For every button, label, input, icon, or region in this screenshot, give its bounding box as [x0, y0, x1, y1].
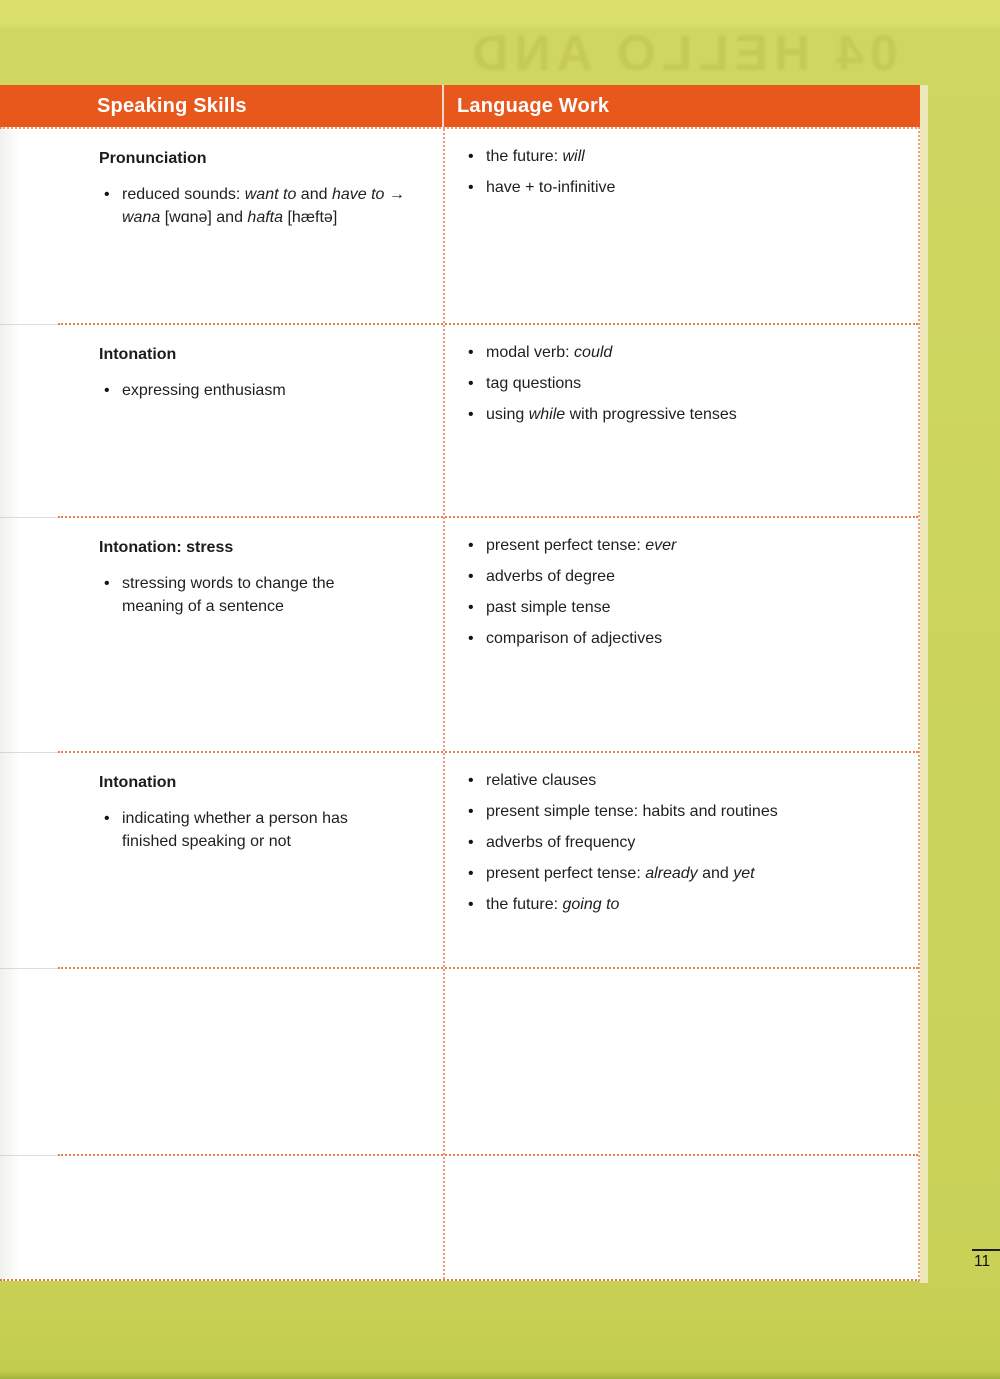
skill-bullet-list	[99, 572, 428, 618]
language-bullet-list	[468, 769, 908, 916]
table-row-intonation	[0, 325, 918, 518]
list-item: • the future: will	[468, 145, 908, 168]
language-bullet-list	[468, 341, 908, 426]
language-bullet-list	[468, 145, 908, 199]
list-item: • relative clauses	[468, 769, 908, 792]
list-item: • expressing enthusiasm	[104, 379, 428, 402]
speaking-skills-cell	[0, 1156, 444, 1279]
sheet-right-edge	[920, 85, 928, 1283]
skill-heading: Intonation: stress	[99, 539, 234, 556]
list-item: • the future: going to	[468, 893, 908, 916]
page-number-rule	[972, 1249, 1000, 1251]
page-gutter-shadow	[0, 129, 20, 1279]
language-work-cell	[444, 969, 918, 1156]
header-speaking-skills: Speaking Skills	[0, 85, 444, 127]
header-language-work: Language Work	[457, 94, 610, 117]
list-item: • tag questions	[468, 372, 908, 395]
skill-heading: Intonation	[99, 774, 177, 791]
table-row-intonation-stress	[0, 518, 918, 753]
language-work-cell	[444, 325, 918, 518]
speaking-skills-cell	[0, 325, 444, 518]
list-item: • present simple tense: habits and routines	[468, 800, 908, 823]
table-row-empty	[0, 969, 918, 1156]
language-work-cell	[444, 753, 918, 969]
table-row-intonation-finished	[0, 753, 918, 969]
speaking-skills-cell	[0, 518, 444, 753]
table-row-pronunciation	[0, 129, 918, 325]
language-work-cell	[444, 129, 918, 325]
list-item: • reduced sounds: want to and have to → wana [wɑnə] and hafta [hæftə]	[104, 183, 428, 229]
showthrough-ghost-text: 04 HELLO AND	[466, 25, 898, 81]
syllabus-table	[0, 85, 920, 1281]
table-header	[0, 85, 920, 127]
speaking-skills-cell	[0, 129, 444, 325]
language-work-cell	[444, 1156, 918, 1279]
list-item: • comparison of adjectives	[468, 627, 908, 650]
list-item: • present perfect tense: ever	[468, 534, 908, 557]
skill-heading: Pronunciation	[99, 150, 207, 167]
speaking-skills-cell	[0, 753, 444, 969]
list-item: • adverbs of frequency	[468, 831, 908, 854]
table-row-empty	[0, 1156, 918, 1279]
column-divider-dotted	[443, 129, 445, 1279]
skill-heading: Intonation	[99, 346, 177, 363]
list-item: • present perfect tense: already and yet	[468, 862, 908, 885]
page-number: 11	[974, 1253, 991, 1270]
language-work-cell	[444, 518, 918, 753]
language-bullet-list	[468, 534, 908, 650]
list-item: • have + to-infinitive	[468, 176, 908, 199]
list-item: • indicating whether a person has finished speaking or not	[104, 807, 428, 853]
skill-bullet-list	[99, 183, 428, 229]
list-item: • adverbs of degree	[468, 565, 908, 588]
list-item: • past simple tense	[468, 596, 908, 619]
speaking-skills-cell	[0, 969, 444, 1156]
skill-bullet-list	[99, 379, 428, 402]
list-item: • modal verb: could	[468, 341, 908, 364]
skill-bullet-list	[99, 807, 428, 853]
list-item: • stressing words to change the meaning of a sentence	[104, 572, 428, 618]
list-item: • using while with progressive tenses	[468, 403, 908, 426]
table-body	[0, 127, 920, 1281]
